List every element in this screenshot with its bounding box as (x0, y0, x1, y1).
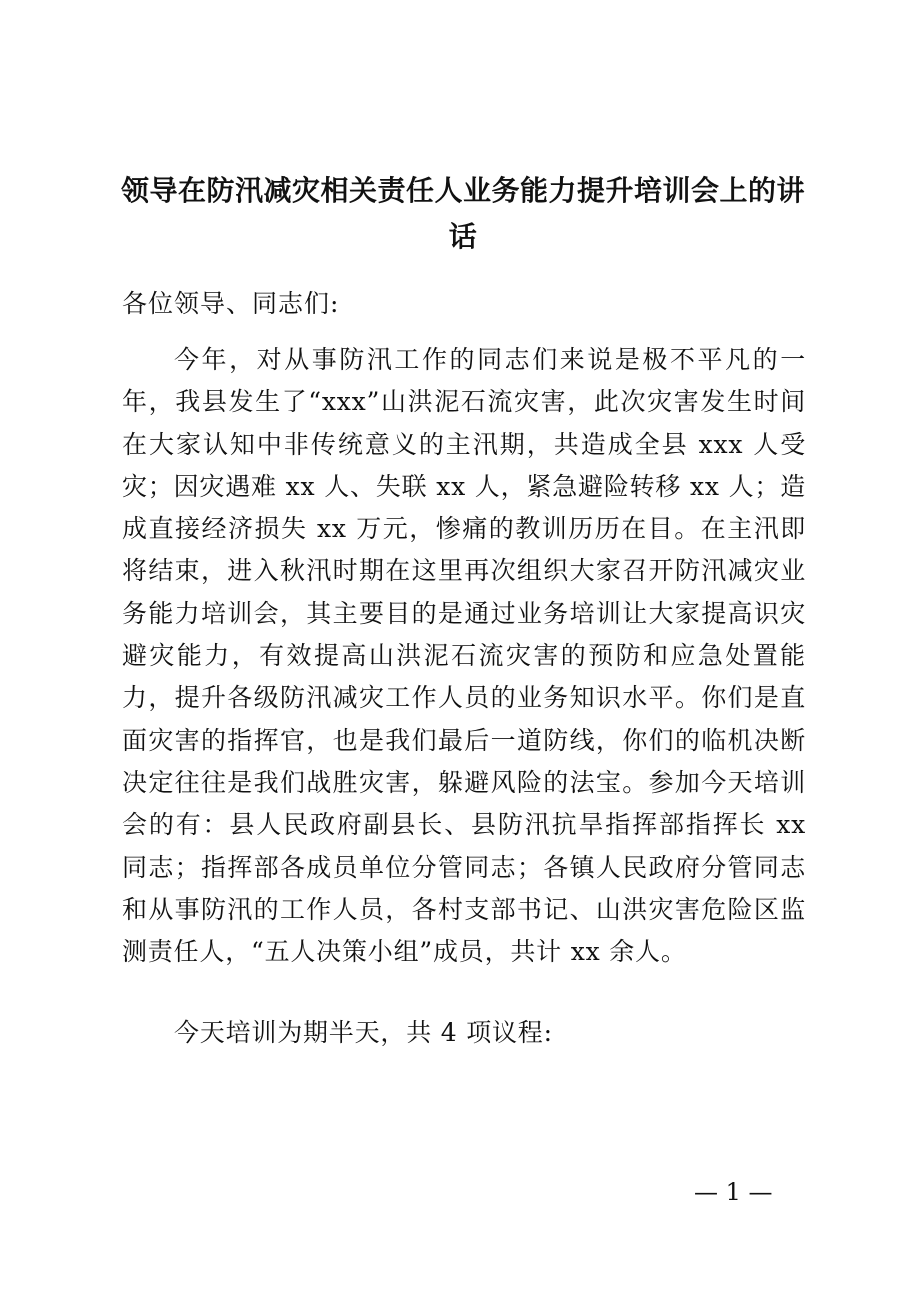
agenda-intro-paragraph: 今天培训为期半天，共 4 项议程: (174, 1018, 553, 1047)
body-paragraph: 今年，对从事防汛工作的同志们来说是极不平凡的一年，我县发生了“xxx”山洪泥石流灾害，此次灾害发生时间在大家认知中非传统意义的主汛期，共造成全县 xxx 人受灾；因灾遇难 xx 人、失联 xx 人，紧急避险转移 xx 人；造成直接经济损失 xx 万元，惨痛的教训历历在目。在主汛即将结束，进入秋汛时期在这里再次组织大家召开防汛减灾业务能力培训会，其主要目的是通过业务培训让大家提高识灾避灾能力，有效提高山洪泥石流灾害的预防和应急处置能力，提升各级防汛减灾工作人员的业务知识水平。你们是直面灾害的指挥官，也是我们最后一道防线，你们的临机决断决定往往是我们战胜灾害，躲避风险的法宝。参加今天培训会的有：县人民政府副县长、县防汛抗旱指挥部指挥长 xx 同志；指挥部各成员单位分管同志；各镇人民政府分管同志和从事防汛的工作人员，各村支部书记、山洪灾害危险区监测责任人，“五人决策小组”成员，共计 xx 余人。 (122, 345, 806, 967)
salutation: 各位领导、同志们: (122, 289, 340, 318)
document-title: 领导在防汛减灾相关责任人业务能力提升培训会上的讲话 (120, 174, 805, 253)
page-number: — 1 — (694, 1178, 773, 1206)
